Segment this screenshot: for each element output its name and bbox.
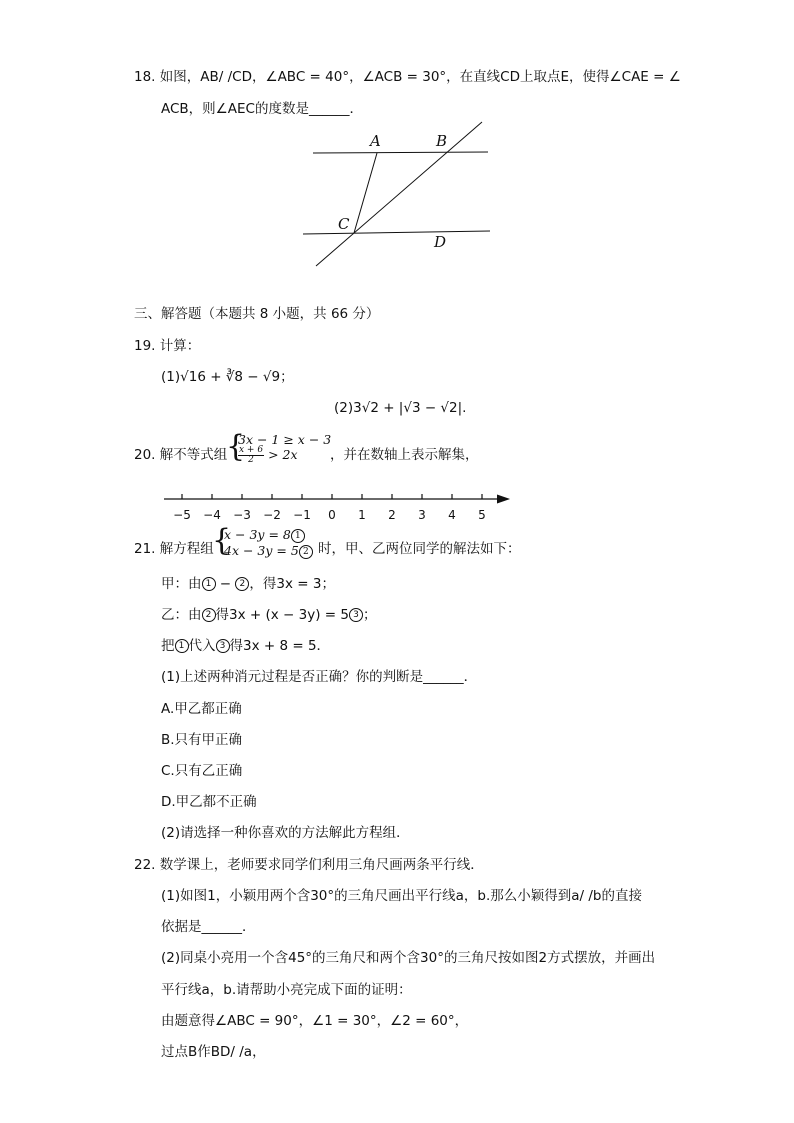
q21-number: 21. 解方程组 [134,541,214,557]
q21-sub1: (1)上述两种消元过程是否正确？你的判断是______． [161,669,478,685]
q18-line1: 18. 如图，AB/ /CD，∠ABC = 40°，∠ACB = 30°，在直线CD上取点E，使得∠CAE = ∠ [134,69,681,85]
q21-yi [161,606,376,624]
q19-title: 19. 计算： [134,338,201,354]
q20-ineq2-rest: > 2x [268,447,298,462]
q19-part2: (2)3√2 + |√3 − √2|. [334,400,467,416]
q18-line2: ACB，则∠AEC的度数是______． [161,101,363,117]
circled-2: 2 [202,608,216,622]
number-line-tick-label: 2 [388,508,396,522]
q21-eq2-text: 4x − 3y = 5 [224,543,299,558]
yi-text-c: ； [362,607,377,623]
q20-inequality-1: 3x − 1 ≥ x − 3 [238,432,332,447]
line-cd [303,231,490,234]
circled-3: 3 [216,639,230,653]
q22-line3: (2)同桌小亮用一个含45°的三角尺和两个含30°的三角尺按如图2方式摆放，并画出 [161,950,656,966]
q21-option-c: C.只有乙正确 [161,763,243,779]
number-line-ticks [173,494,486,522]
number-line-tick-label: −2 [263,508,281,522]
yi-text-a: 乙：由 [161,607,202,623]
ba-text-c: 得3x + 8 = 5． [229,638,331,654]
q18-figure [300,120,500,270]
yi-text-b: 得3x + (x − 3y) = 5 [215,607,349,623]
line-bc-extended [316,122,482,266]
circled-2: 2 [235,577,249,591]
number-line-tick-label: −4 [203,508,221,522]
number-line-tick-label: 1 [358,508,366,522]
section-heading: 三、解答题（本题共 8 小题，共 66 分） [134,306,380,322]
line-ac [354,153,377,233]
q22-title: 22. 数学课上，老师要求同学们利用三角尺画两条平行线． [134,857,484,873]
q20-inequality-2 [238,446,298,465]
jia-text-b: − [215,576,236,592]
number-line-tick-label: −3 [233,508,251,522]
number-line-tick-label: −5 [173,508,191,522]
circled-1: 1 [291,529,305,543]
label-a: A [370,132,381,150]
q22-line5: 由题意得∠ABC = 90°，∠1 = 30°，∠2 = 60°， [161,1013,469,1029]
q20-tail: ，并在数轴上表示解集， [330,447,479,463]
q20-frac-num: x + 6 [239,445,264,455]
q21-option-b: B.只有甲正确 [161,732,243,748]
q19-part1: (1)√16 + ∛8 − √9； [161,369,294,385]
circled-1: 1 [202,577,216,591]
ba-text-a: 把 [161,638,175,654]
number-line-tick-label: 0 [328,508,336,522]
number-line-arrow [497,495,510,504]
q21-sub2: (2)请选择一种你喜欢的方法解此方程组． [161,825,410,841]
label-c: C [338,215,350,233]
q21-jia [161,575,335,593]
circled-1: 1 [175,639,189,653]
number-line [160,486,520,526]
label-b: B [436,132,448,150]
q21-option-a: A.甲乙都正确 [161,701,242,717]
circled-3: 3 [349,608,363,622]
q21-option-d: D.甲乙都不正确 [161,794,257,810]
circled-2: 2 [299,545,313,559]
q21-eq1-text: x − 3y = 8 [224,527,291,542]
jia-text-c: ，得3x = 3； [249,576,335,592]
q20-number: 20. 解不等式组 [134,447,228,463]
q22-line2: 依据是______． [161,919,256,935]
line-ab [313,152,488,153]
jia-text-a: 甲：由 [161,576,202,592]
number-line-tick-label: 5 [478,508,486,522]
q21-equation-2 [224,542,313,560]
label-d: D [434,233,447,251]
q22-line1: (1)如图1，小颖用两个含30°的三角尺画出平行线a，b.那么小颖得到a/ /b的直接 [161,888,643,904]
number-line-tick-label: −1 [293,508,311,522]
q22-line4: 平行线a，b.请帮助小亮完成下面的证明： [161,982,412,998]
q21-brace: { [212,523,232,558]
q21-tail: 时，甲、乙两位同学的解法如下： [318,541,521,557]
q22-line6: 过点B作BD/ /a， [161,1044,266,1060]
number-line-tick-label: 3 [418,508,426,522]
q20-frac-den: 2 [248,455,254,465]
number-line-tick-label: 4 [448,508,456,522]
q20-brace: { [226,429,246,464]
q21-substitute [161,637,330,655]
ba-text-b: 代入 [188,638,216,654]
